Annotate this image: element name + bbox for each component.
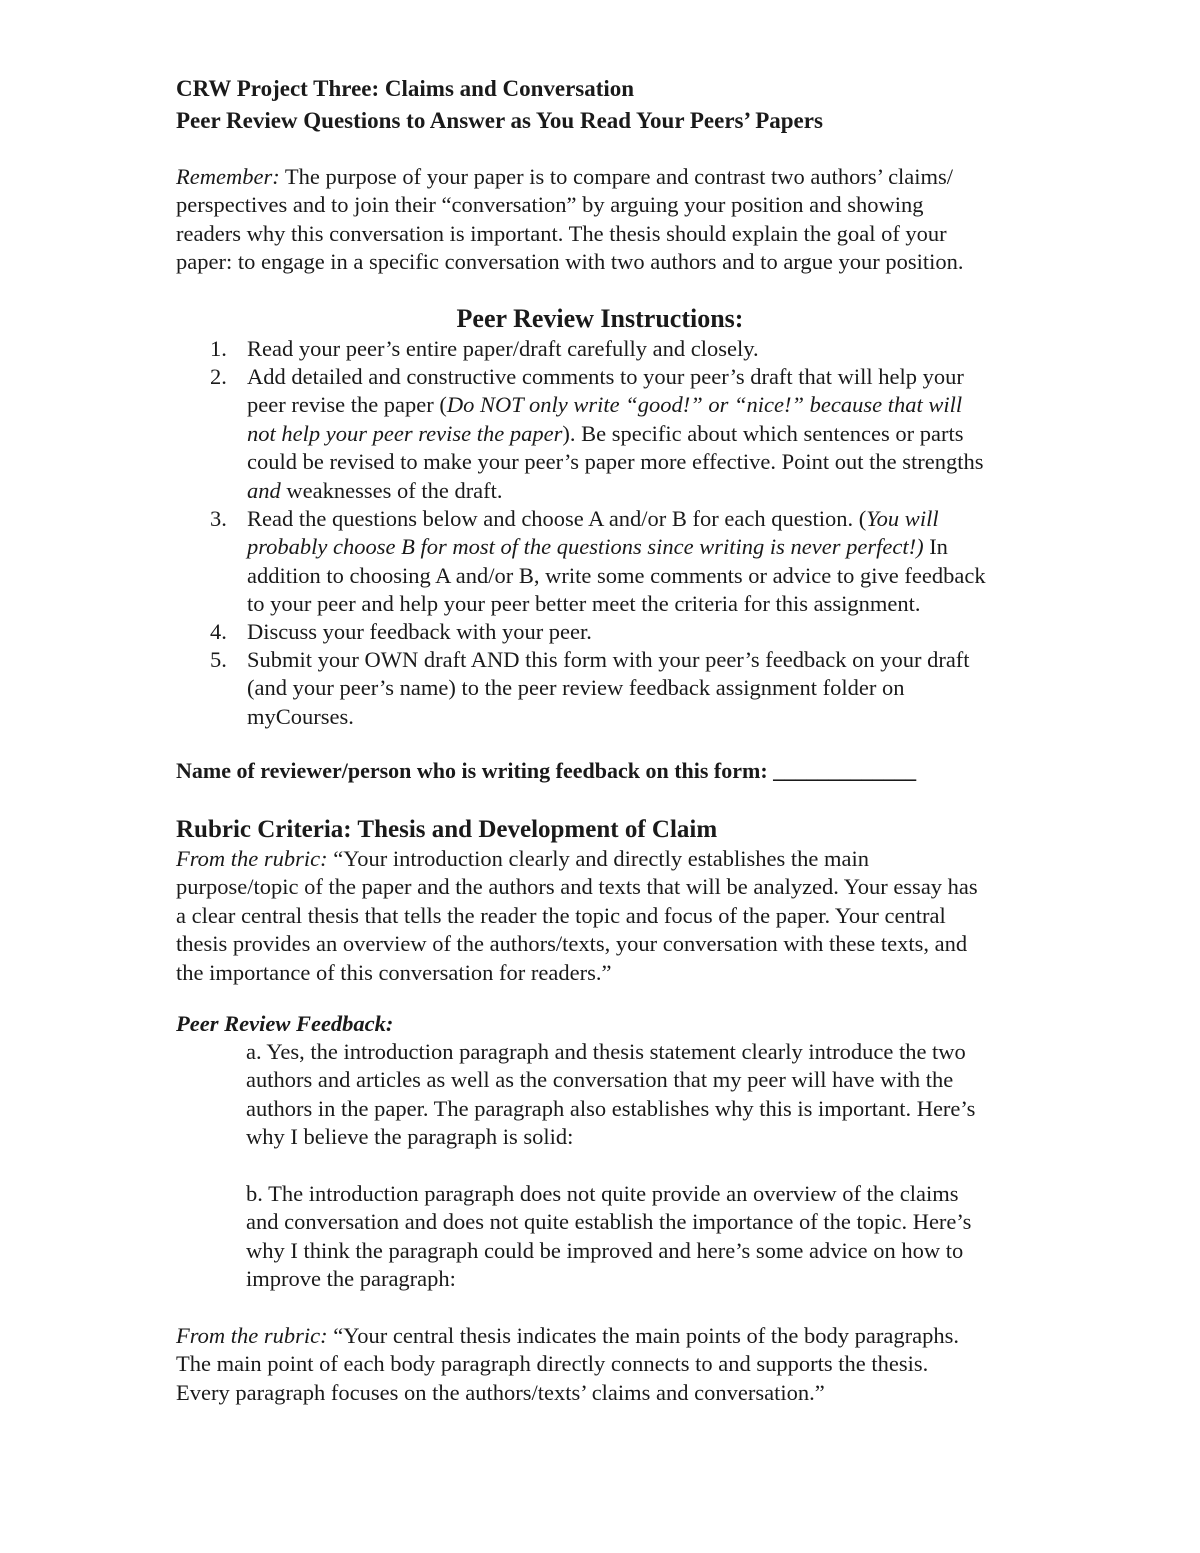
remember-line: The purpose of your paper is to compare and contrast two authors’ claims/	[279, 164, 954, 189]
rubric-quote-line: “Your introduction clearly and directly establishes the main	[327, 846, 869, 871]
list-number: 4.	[210, 619, 227, 644]
rubric-quote-line: purpose/topic of the paper and the authors and texts that will be analyzed. Your essay has	[176, 874, 978, 900]
instruction-text: Read your peer’s entire paper/draft carefully and closely.	[247, 336, 759, 361]
document-subtitle: Peer Review Questions to Answer as You Read Your Peers’ Papers	[176, 108, 823, 133]
option-line: a. Yes, the introduction paragraph and thesis statement clearly introduce the two	[246, 1039, 966, 1064]
option-line: why I believe the paragraph is solid:	[246, 1124, 574, 1150]
feedback-option-a[interactable]	[246, 1038, 1026, 1152]
rubric-quote-line: thesis provides an overview of the authors/texts, your conversation with these texts, and	[176, 931, 968, 957]
list-number: 5.	[210, 647, 227, 672]
rubric-quote-line: “Your central thesis indicates the main points of the body paragraphs.	[327, 1323, 959, 1348]
instruction-text: Add detailed and constructive comments to your peer’s draft that will help your	[247, 364, 964, 389]
rubric-quote-line: a clear central thesis that tells the reader the topic and focus of the paper. Your central	[176, 902, 946, 928]
instructions-heading: Peer Review Instructions:	[456, 304, 744, 333]
instruction-text: to your peer and help your peer better meet the criteria for this assignment.	[247, 591, 921, 617]
remember-line: readers why this conversation is important. The thesis should explain the goal of your	[176, 220, 947, 246]
rubric-quote-line: the importance of this conversation for readers.”	[176, 959, 612, 985]
rubric-quote-line: Every paragraph focuses on the authors/texts’ claims and conversation.”	[176, 1379, 825, 1405]
instruction-emphasis: not help your peer revise the paper	[247, 420, 563, 446]
peer-review-feedback-label: Peer Review Feedback:	[176, 1011, 394, 1036]
instruction-text: Read the questions below and choose A and/or B for each question. (	[247, 506, 867, 531]
instruction-emphasis: You will	[866, 506, 939, 531]
remember-label: Remember:	[176, 164, 280, 189]
option-line: authors in the paper. The paragraph also establishes why this is important. Here’s	[246, 1095, 976, 1121]
instruction-text: could be revised to make your peer’s paper more effective. Point out the strengths	[247, 449, 984, 475]
remember-line: paper: to engage in a specific conversation with two authors and to argue your position.	[176, 249, 964, 275]
remember-paragraph	[176, 163, 1016, 277]
instruction-emphasis: Do NOT only write “good!” or “nice!” because that will	[446, 392, 963, 418]
rubric-quote-label: From the rubric:	[176, 846, 328, 871]
option-line: and conversation and does not quite establish the importance of the topic. Here’s	[246, 1209, 972, 1235]
option-line: authors and articles as well as the conversation that my peer will have with the	[246, 1067, 954, 1093]
instruction-text: weaknesses of the draft.	[280, 477, 503, 503]
instruction-text: myCourses.	[247, 703, 354, 729]
option-line: why I think the paragraph could be improved and here’s some advice on how to	[246, 1237, 964, 1263]
rubric-quote-thesis	[176, 845, 1036, 987]
list-number: 1.	[210, 336, 227, 361]
rubric-quote-body-paragraphs	[176, 1322, 1036, 1407]
list-number: 2.	[210, 364, 227, 389]
instruction-text: Submit your OWN draft AND this form with your peer’s feedback on your draft	[247, 647, 970, 672]
instruction-text: (and your peer’s name) to the peer review feedback assignment folder on	[247, 675, 905, 701]
reviewer-name-line[interactable]: Name of reviewer/person who is writing feedback on this form: _____________	[176, 758, 917, 783]
rubric-quote-line: The main point of each body paragraph directly connects to and supports the thesis.	[176, 1351, 929, 1377]
option-line: improve the paragraph:	[246, 1266, 456, 1292]
feedback-option-b[interactable]	[246, 1180, 1026, 1294]
instruction-emphasis: and	[247, 477, 281, 503]
document-title: CRW Project Three: Claims and Conversation	[176, 76, 635, 101]
option-line: b. The introduction paragraph does not quite provide an overview of the claims	[246, 1181, 959, 1206]
instruction-text: peer revise the paper (	[247, 392, 447, 418]
rubric-heading: Rubric Criteria: Thesis and Development of Claim	[176, 816, 718, 843]
list-number: 3.	[210, 506, 227, 531]
rubric-quote-label: From the rubric:	[176, 1323, 328, 1348]
remember-line: perspectives and to join their “conversation” by arguing your position and showing	[176, 192, 924, 218]
instruction-text: addition to choosing A and/or B, write some comments or advice to give feedback	[247, 562, 986, 588]
instruction-text: In	[923, 534, 948, 560]
instruction-text: ). Be specific about which sentences or parts	[562, 420, 964, 446]
instruction-text: Discuss your feedback with your peer.	[247, 619, 592, 644]
instruction-emphasis: probably choose B for most of the questions since writing is never perfect!)	[247, 534, 924, 560]
